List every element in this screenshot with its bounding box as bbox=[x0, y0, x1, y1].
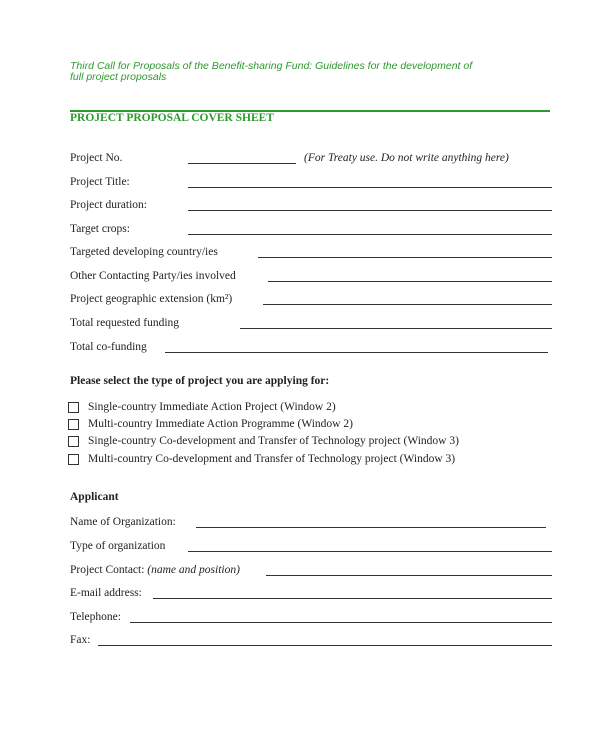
option-label: Multi-country Immediate Action Programme (Window 2) bbox=[88, 418, 353, 430]
org-name-field[interactable] bbox=[196, 527, 546, 528]
targeted-countries-field[interactable] bbox=[258, 257, 552, 258]
fax-label: Fax: bbox=[70, 634, 91, 646]
cover-sheet-title: PROJECT PROPOSAL COVER SHEET bbox=[70, 112, 274, 124]
fax-field[interactable] bbox=[98, 645, 552, 646]
treaty-use-note: (For Treaty use. Do not write anything here) bbox=[304, 152, 509, 164]
option-label: Multi-country Co-development and Transfer of Technology project (Window 3) bbox=[88, 453, 456, 465]
email-field[interactable] bbox=[153, 598, 552, 599]
project-duration-field[interactable] bbox=[188, 210, 552, 211]
total-cofunding-field[interactable] bbox=[165, 352, 548, 353]
option-label: Single-country Co-development and Transfer of Technology project (Window 3) bbox=[88, 435, 459, 447]
other-parties-label: Other Contacting Party/ies involved bbox=[70, 270, 236, 282]
org-name-label: Name of Organization: bbox=[70, 516, 176, 528]
checkbox[interactable] bbox=[68, 402, 79, 413]
project-contact-note: (name and position) bbox=[147, 564, 240, 576]
org-type-label: Type of organization bbox=[70, 540, 166, 552]
total-requested-field[interactable] bbox=[240, 328, 552, 329]
project-title-label: Project Title: bbox=[70, 176, 130, 188]
applicant-heading: Applicant bbox=[70, 491, 119, 503]
checkbox[interactable] bbox=[68, 454, 79, 465]
targeted-countries-label: Targeted developing country/ies bbox=[70, 246, 218, 258]
project-contact-text: Project Contact: bbox=[70, 564, 145, 576]
telephone-field[interactable] bbox=[130, 622, 552, 623]
total-cofunding-label: Total co-funding bbox=[70, 341, 147, 353]
target-crops-field[interactable] bbox=[188, 234, 552, 235]
telephone-label: Telephone: bbox=[70, 611, 121, 623]
header-line-2: full project proposals bbox=[70, 71, 167, 83]
checkbox[interactable] bbox=[68, 436, 79, 447]
option-label: Single-country Immediate Action Project (Window 2) bbox=[88, 401, 336, 413]
geographic-extension-field[interactable] bbox=[263, 304, 552, 305]
project-type-question: Please select the type of project you are applying for: bbox=[70, 375, 330, 387]
project-duration-label: Project duration: bbox=[70, 199, 147, 211]
project-contact-field[interactable] bbox=[266, 575, 552, 576]
project-contact-label bbox=[70, 564, 240, 576]
target-crops-label: Target crops: bbox=[70, 223, 130, 235]
email-label: E-mail address: bbox=[70, 587, 142, 599]
project-title-field[interactable] bbox=[188, 187, 552, 188]
org-type-field[interactable] bbox=[188, 551, 552, 552]
guidelines-header bbox=[70, 61, 550, 83]
other-parties-field[interactable] bbox=[268, 281, 552, 282]
header-line-1: Third Call for Proposals of the Benefit-sharing Fund: Guidelines for the development of bbox=[70, 60, 473, 72]
geographic-extension-label: Project geographic extension (km²) bbox=[70, 293, 233, 305]
project-no-label: Project No. bbox=[70, 152, 123, 164]
checkbox[interactable] bbox=[68, 419, 79, 430]
project-no-field[interactable] bbox=[188, 163, 296, 164]
total-requested-label: Total requested funding bbox=[70, 317, 180, 329]
